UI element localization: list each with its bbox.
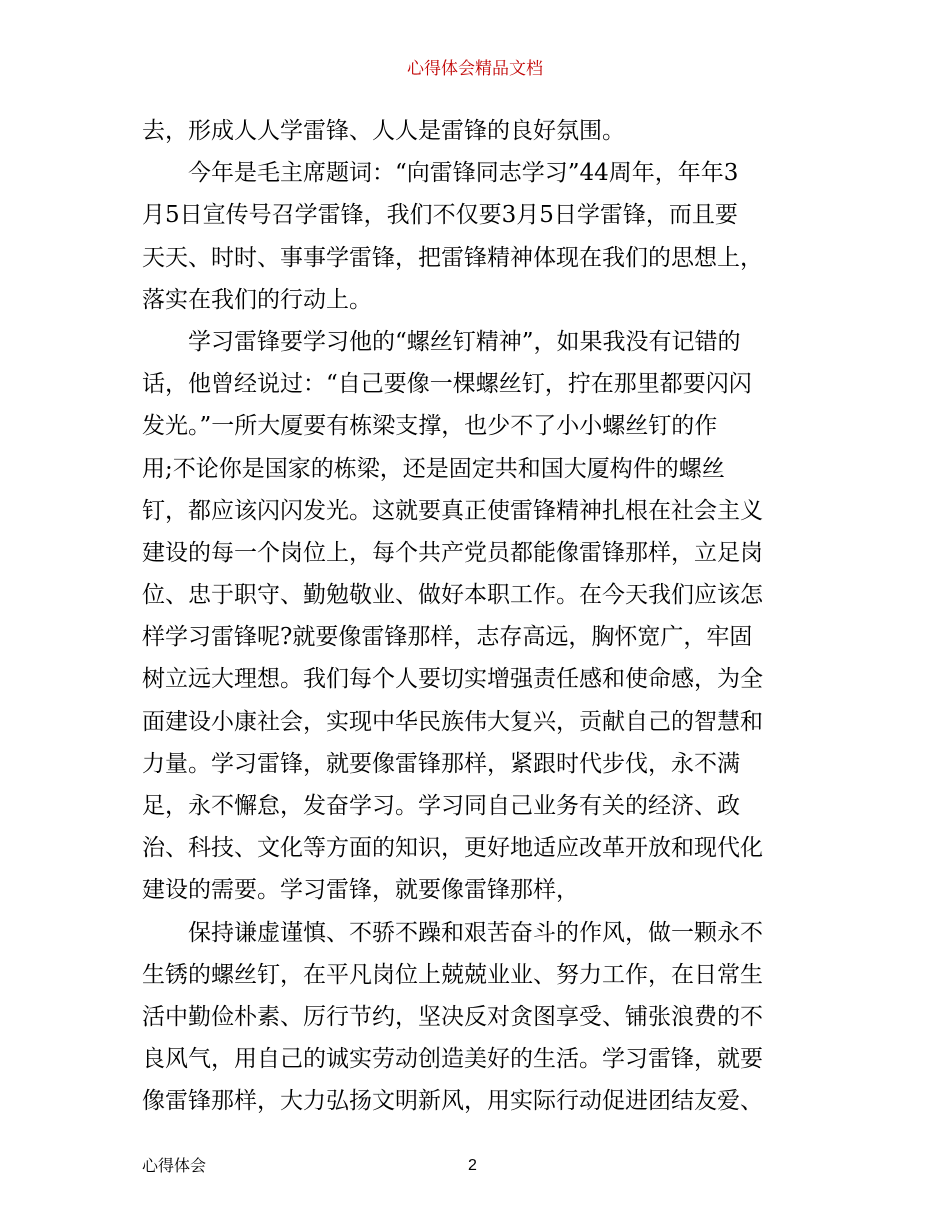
paragraph-first-line: 今年是毛主席题词：“向雷锋同志学习”44周年，年年3 bbox=[188, 160, 739, 187]
body-line: 建设的每一个岗位上，每个共产党员都能像雷锋那样，立足岗 bbox=[142, 539, 763, 566]
document-body bbox=[142, 110, 812, 1123]
body-line: 面建设小康社会，实现中华民族伟大复兴，贡献自己的智慧和 bbox=[142, 708, 763, 735]
body-line: 发光。”一所大厦要有栋梁支撑，也少不了小小螺丝钉的作 bbox=[142, 413, 718, 440]
body-line: 月5日宣传号召学雷锋，我们不仅要3月5日学雷锋，而且要 bbox=[142, 202, 738, 229]
body-line: 话，他曾经说过：“自己要像一棵螺丝钉，拧在那里都要闪闪 bbox=[142, 371, 752, 398]
page-footer bbox=[0, 1154, 950, 1178]
body-line: 活中勤俭朴素、厉行节约，坚决反对贪图享受、铺张浪费的不 bbox=[142, 1003, 763, 1030]
body-line: 树立远大理想。我们每个人要切实增强责任感和使命感，为全 bbox=[142, 666, 763, 693]
page-number: 2 bbox=[468, 1157, 477, 1174]
body-line: 生锈的螺丝钉，在平凡岗位上兢兢业业、努力工作，在日常生 bbox=[142, 961, 763, 988]
body-line: 位、忠于职守、勤勉敬业、做好本职工作。在今天我们应该怎 bbox=[142, 582, 763, 609]
body-line: 力量。学习雷锋，就要像雷锋那样，紧跟时代步伐，永不满 bbox=[142, 750, 740, 777]
body-line: 落实在我们的行动上。 bbox=[142, 286, 372, 313]
paragraph-first-line: 学习雷锋要学习他的“螺丝钉精神”，如果我没有记错的 bbox=[188, 328, 741, 355]
page-header-title: 心得体会精品文档 bbox=[407, 59, 543, 79]
body-line: 建设的需要。学习雷锋，就要像雷锋那样， bbox=[142, 877, 579, 904]
body-line: 天天、时时、事事学雷锋，把雷锋精神体现在我们的思想上， bbox=[142, 244, 763, 271]
body-line: 足，永不懈怠，发奋学习。学习同自己业务有关的经济、政 bbox=[142, 793, 740, 819]
paragraph-first-line: 保持谦虚谨慎、不骄不躁和艰苦奋斗的作风，做一颗永不 bbox=[188, 919, 763, 946]
body-line: 用;不论你是国家的栋梁，还是固定共和国大厦构件的螺丝 bbox=[142, 455, 725, 482]
body-line: 钉，都应该闪闪发光。这就要真正使雷锋精神扎根在社会主义 bbox=[142, 497, 763, 524]
body-line: 良风气，用自己的诚实劳动创造美好的生活。学习雷锋，就要 bbox=[142, 1046, 763, 1073]
body-line: 治、科技、文化等方面的知识，更好地适应改革开放和现代化 bbox=[142, 835, 763, 862]
body-line: 样学习雷锋呢?就要像雷锋那样，志存高远，胸怀宽广，牢固 bbox=[142, 624, 753, 651]
body-line: 去，形成人人学雷锋、人人是雷锋的良好氛围。 bbox=[142, 118, 625, 144]
footer-label: 心得体会 bbox=[142, 1156, 207, 1175]
body-line: 像雷锋那样，大力弘扬文明新风，用实际行动促进团结友爱、 bbox=[142, 1088, 763, 1115]
